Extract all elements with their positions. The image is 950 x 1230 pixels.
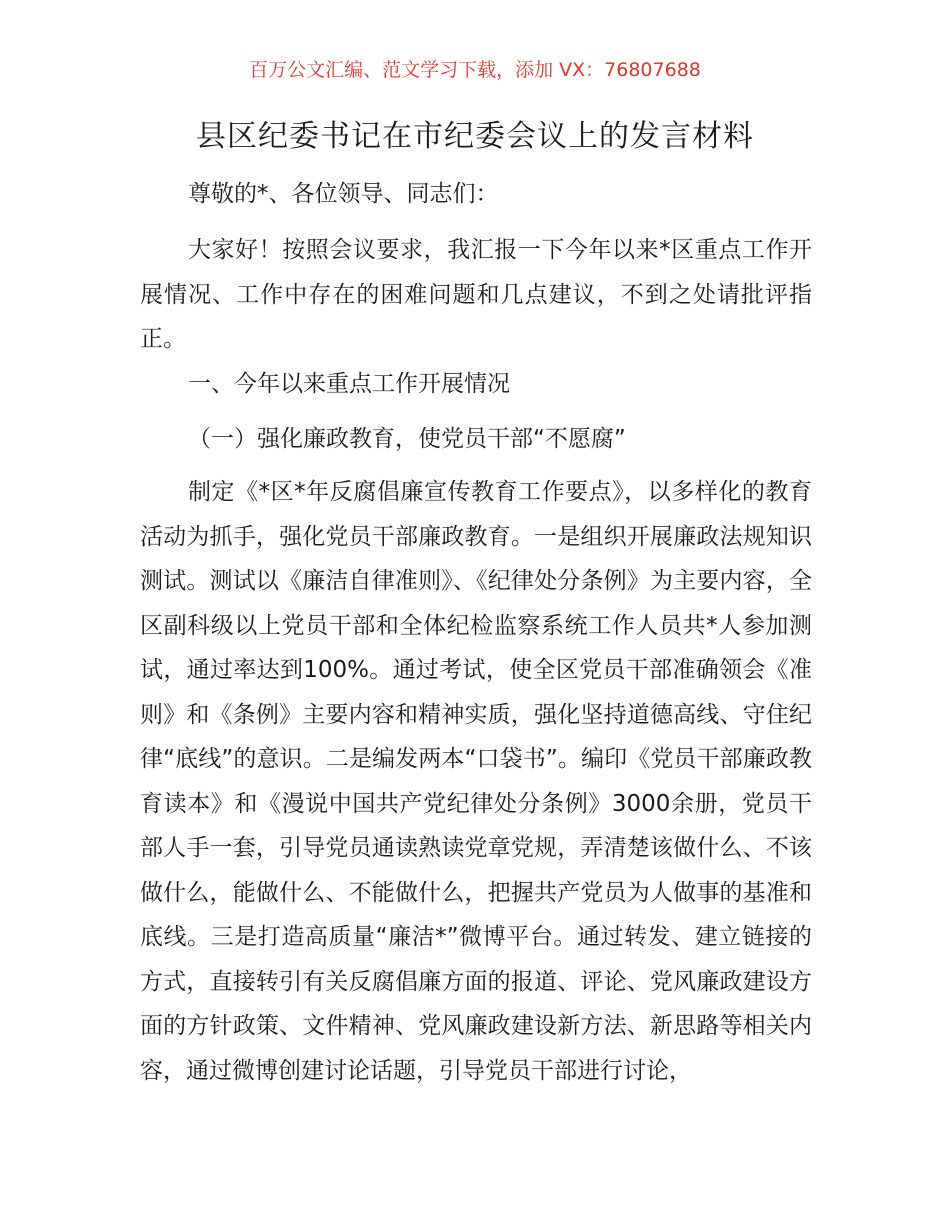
header-banner: 百万公文汇编、范文学习下载，添加 VX：76807688 <box>249 59 701 81</box>
document-title: 县区纪委书记在市纪委会议上的发言材料 <box>196 119 754 154</box>
salutation: 尊敬的*、各位领导、同志们： <box>188 181 499 207</box>
intro-block <box>140 228 812 362</box>
main-paragraph-block <box>140 470 812 1093</box>
subsection-heading-block <box>140 417 812 462</box>
section-heading-block <box>140 362 812 407</box>
intro-paragraph: 大家好！按照会议要求，我汇报一下今年以来*区重点工作开展情况、工作中存在的困难问题和几点建议，不到之处请批评指正。 <box>140 237 812 352</box>
main-paragraph: 制定《*区*年反腐倡廉宣传教育工作要点》，以多样化的教育活动为抓手，强化党员干部廉政教育。一是组织开展廉政法规知识测试。测试以《廉洁自律准则》、《纪律处分条例》为主要内容，全区副科级以上党员干部和全体纪检监察系统工作人员共*人参加测试，通过率达到100%。通过考试，使全区党员干部准确领会《准则》和《条例》主要内容和精神实质，强化坚持道德高线、守住纪律“底线”的意识。二是编发两本“口袋书”。编印《党员干部廉政教育读本》和《漫说中国共产党纪律处分条例》3000余册，党员干部人手一套，引导党员通读熟读党章党规，弄清楚该做什么、不该做什么，能做什么、不能做什么，把握共产党员为人做事的基准和底线。三是打造高质量“廉洁*”微博平台。通过转发、建立链接的方式，直接转引有关反腐倡廉方面的报道、评论、党风廉政建设方面的方针政策、文件精神、党风廉政建设新方法、新思路等相关内容，通过微博创建讨论话题，引导党员干部进行讨论， <box>140 479 812 1084</box>
subsection-heading: （一）强化廉政教育，使党员干部“不愿腐” <box>188 426 626 452</box>
salutation-block <box>140 172 812 217</box>
section-heading: 一、今年以来重点工作开展情况 <box>188 371 510 397</box>
